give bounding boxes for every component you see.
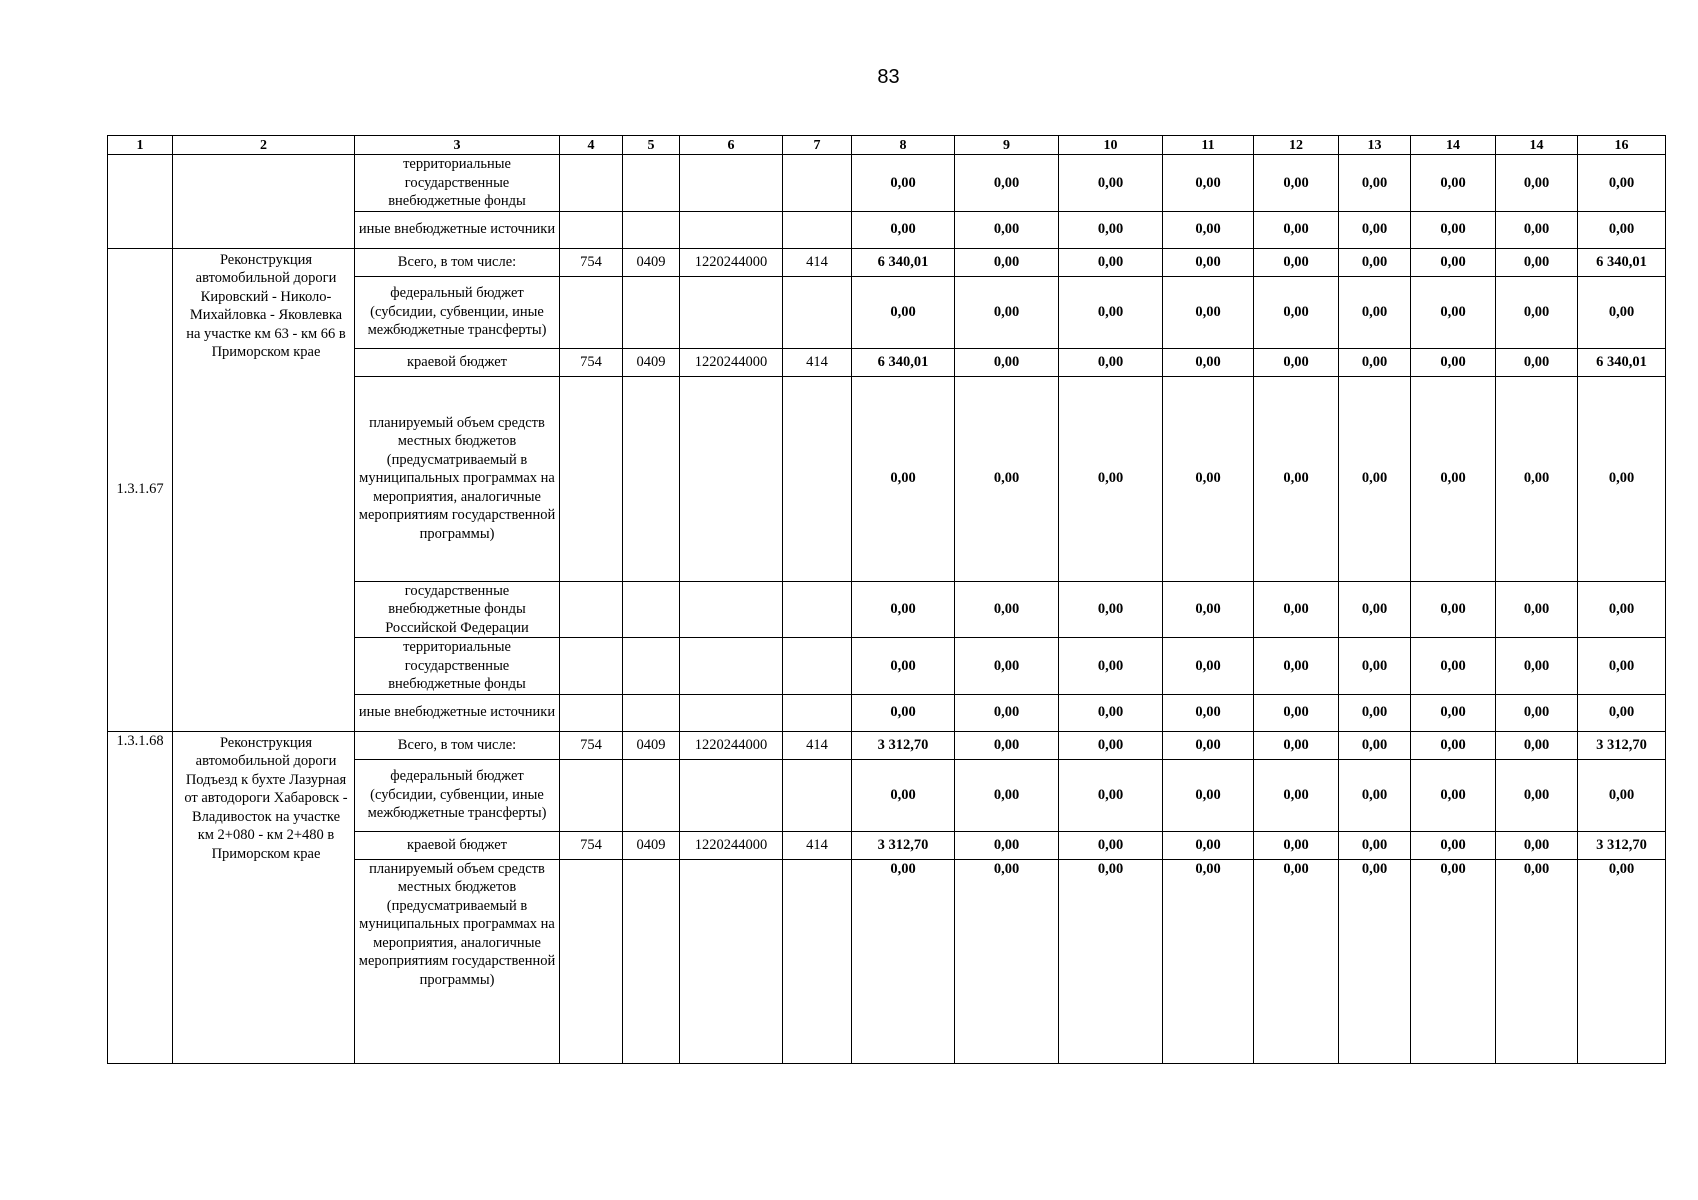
amount-value: 0,00 [1254,248,1339,276]
budget-code-c4: 754 [560,731,623,759]
amount-value: 0,00 [1254,276,1339,348]
amount-value: 0,00 [1411,276,1496,348]
column-number: 4 [560,136,623,155]
amount-value: 0,00 [1411,759,1496,831]
amount-value: 0,00 [1254,638,1339,695]
budget-code-c7 [783,694,852,731]
budget-code-c4 [560,155,623,212]
budget-code-c6: 1220244000 [680,248,783,276]
amount-value: 0,00 [1496,731,1578,759]
amount-value: 0,00 [1411,581,1496,638]
column-number: 3 [355,136,560,155]
amount-value: 0,00 [1339,859,1411,1063]
amount-value: 0,00 [955,211,1059,248]
amount-value: 0,00 [955,859,1059,1063]
budget-code-c5: 0409 [623,731,680,759]
budget-code-c6 [680,581,783,638]
amount-value: 0,00 [1163,731,1254,759]
amount-value: 0,00 [1254,211,1339,248]
amount-value: 0,00 [852,155,955,212]
budget-code-c7: 414 [783,348,852,376]
item-number-cell [108,155,173,249]
amount-value: 0,00 [1059,759,1163,831]
amount-value: 0,00 [1059,276,1163,348]
amount-value: 0,00 [1496,248,1578,276]
amount-value: 0,00 [1339,694,1411,731]
amount-value: 0,00 [1339,348,1411,376]
amount-value: 0,00 [1059,348,1163,376]
amount-value: 0,00 [1339,248,1411,276]
amount-value: 6 340,01 [852,248,955,276]
amount-value: 0,00 [1163,759,1254,831]
amount-value: 0,00 [852,859,955,1063]
amount-value: 0,00 [1578,376,1666,581]
amount-value: 0,00 [1254,759,1339,831]
amount-value: 0,00 [1411,155,1496,212]
amount-value: 0,00 [1339,211,1411,248]
amount-value: 0,00 [1578,276,1666,348]
amount-value: 0,00 [1496,759,1578,831]
funding-source: Всего, в том числе: [355,248,560,276]
budget-code-c7 [783,276,852,348]
amount-value: 0,00 [1254,731,1339,759]
amount-value: 3 312,70 [1578,731,1666,759]
amount-value: 0,00 [1339,831,1411,859]
amount-value: 0,00 [1254,694,1339,731]
column-number: 10 [1059,136,1163,155]
budget-code-c6 [680,638,783,695]
funding-source: иные внебюджетные источники [355,694,560,731]
budget-code-c6 [680,859,783,1063]
budget-code-c5: 0409 [623,831,680,859]
amount-value: 0,00 [1163,348,1254,376]
amount-value: 0,00 [1496,581,1578,638]
column-number: 6 [680,136,783,155]
amount-value: 0,00 [1254,831,1339,859]
budget-code-c7: 414 [783,731,852,759]
funding-source: территориальные государственные внебюджетные фонды [355,638,560,695]
budget-code-c5 [623,638,680,695]
amount-value: 0,00 [1163,859,1254,1063]
budget-code-c5 [623,276,680,348]
amount-value: 0,00 [955,348,1059,376]
amount-value: 0,00 [1163,638,1254,695]
column-number: 13 [1339,136,1411,155]
amount-value: 0,00 [955,155,1059,212]
budget-code-c5: 0409 [623,248,680,276]
amount-value: 0,00 [1578,694,1666,731]
funding-source: государственные внебюджетные фонды Российской Федерации [355,581,560,638]
amount-value: 0,00 [1496,276,1578,348]
amount-value: 0,00 [1059,581,1163,638]
amount-value: 0,00 [955,248,1059,276]
budget-code-c4: 754 [560,248,623,276]
budget-code-c6 [680,694,783,731]
amount-value: 0,00 [955,276,1059,348]
column-number: 9 [955,136,1059,155]
amount-value: 0,00 [852,638,955,695]
funding-source: иные внебюджетные источники [355,211,560,248]
budget-code-c7 [783,638,852,695]
amount-value: 0,00 [1059,248,1163,276]
amount-value: 0,00 [1496,211,1578,248]
amount-value: 6 340,01 [1578,248,1666,276]
amount-value: 0,00 [1163,831,1254,859]
budget-code-c6 [680,759,783,831]
amount-value: 0,00 [852,581,955,638]
column-number: 14 [1496,136,1578,155]
budget-code-c7: 414 [783,831,852,859]
amount-value: 0,00 [1339,376,1411,581]
budget-code-c6: 1220244000 [680,348,783,376]
column-number: 12 [1254,136,1339,155]
amount-value: 0,00 [1496,376,1578,581]
amount-value: 0,00 [1496,694,1578,731]
budget-code-c7 [783,759,852,831]
budget-code-c7 [783,376,852,581]
amount-value: 0,00 [1163,581,1254,638]
amount-value: 0,00 [1339,731,1411,759]
budget-code-c5 [623,859,680,1063]
amount-value: 0,00 [1059,859,1163,1063]
funding-source: краевой бюджет [355,831,560,859]
amount-value: 0,00 [1578,859,1666,1063]
funding-source: планируемый объем средств местных бюджетов (предусматриваемый в муниципальных программах на мероприятия, аналогичные мероприятиям государственной программы) [355,859,560,1063]
amount-value: 0,00 [1163,211,1254,248]
amount-value: 0,00 [955,376,1059,581]
column-number: 2 [173,136,355,155]
table-body [108,136,1666,1064]
funding-source: краевой бюджет [355,348,560,376]
amount-value: 0,00 [1059,376,1163,581]
page-number: 83 [877,66,900,88]
amount-value: 0,00 [1411,694,1496,731]
budget-code-c5: 0409 [623,348,680,376]
budget-code-c5 [623,376,680,581]
amount-value: 0,00 [1411,376,1496,581]
amount-value: 0,00 [1411,211,1496,248]
amount-value: 0,00 [955,831,1059,859]
amount-value: 0,00 [1163,376,1254,581]
budget-code-c5 [623,759,680,831]
amount-value: 0,00 [1339,759,1411,831]
budget-code-c4: 754 [560,831,623,859]
budget-code-c6 [680,211,783,248]
budget-code-c5 [623,155,680,212]
amount-value: 0,00 [1339,581,1411,638]
amount-value: 0,00 [1163,248,1254,276]
budget-code-c4 [560,376,623,581]
column-number: 11 [1163,136,1254,155]
amount-value: 0,00 [852,211,955,248]
item-number: 1.3.1.67 [108,248,173,731]
amount-value: 0,00 [1578,211,1666,248]
amount-value: 0,00 [1163,276,1254,348]
amount-value: 3 312,70 [852,831,955,859]
budget-code-c7: 414 [783,248,852,276]
funding-source: территориальные государственные внебюджетные фонды [355,155,560,212]
amount-value: 0,00 [1059,638,1163,695]
amount-value: 0,00 [955,694,1059,731]
amount-value: 0,00 [955,581,1059,638]
column-number: 14 [1411,136,1496,155]
column-number-row [108,136,1666,155]
budget-code-c5 [623,211,680,248]
amount-value: 0,00 [1254,859,1339,1063]
amount-value: 0,00 [1163,155,1254,212]
amount-value: 0,00 [1059,694,1163,731]
amount-value: 0,00 [955,638,1059,695]
amount-value: 0,00 [1496,348,1578,376]
column-number: 8 [852,136,955,155]
budget-code-c6 [680,376,783,581]
budget-table [107,135,1666,1064]
budget-code-c7 [783,581,852,638]
amount-value: 3 312,70 [852,731,955,759]
amount-value: 0,00 [1339,155,1411,212]
budget-code-c5 [623,694,680,731]
budget-code-c4 [560,638,623,695]
amount-value: 0,00 [1059,211,1163,248]
item-number: 1.3.1.68 [108,731,173,1063]
amount-value: 0,00 [1411,831,1496,859]
amount-value: 0,00 [1411,859,1496,1063]
amount-value: 0,00 [1254,581,1339,638]
amount-value: 0,00 [1411,248,1496,276]
amount-value: 0,00 [852,759,955,831]
budget-code-c6 [680,155,783,212]
budget-code-c4 [560,276,623,348]
budget-code-c4 [560,759,623,831]
amount-value: 0,00 [1411,731,1496,759]
amount-value: 3 312,70 [1578,831,1666,859]
amount-value: 0,00 [1578,638,1666,695]
amount-value: 0,00 [852,276,955,348]
amount-value: 0,00 [1254,348,1339,376]
column-number: 7 [783,136,852,155]
column-number: 5 [623,136,680,155]
amount-value: 0,00 [1496,638,1578,695]
funding-source: федеральный бюджет (субсидии, субвенции, иные межбюджетные трансферты) [355,276,560,348]
amount-value: 0,00 [1059,731,1163,759]
budget-code-c6: 1220244000 [680,731,783,759]
budget-code-c4 [560,581,623,638]
column-number: 1 [108,136,173,155]
amount-value: 0,00 [1339,638,1411,695]
object-name: Реконструкция автомобильной дороги Подъезд к бухте Лазурная от автодороги Хабаровск - Владивосток на участке км 2+080 - км 2+480 в Приморском крае [173,731,355,1063]
budget-code-c4 [560,694,623,731]
amount-value: 0,00 [852,694,955,731]
object-name-cell [173,155,355,249]
budget-code-c7 [783,211,852,248]
amount-value: 0,00 [1059,831,1163,859]
column-number: 16 [1578,136,1666,155]
budget-code-c5 [623,581,680,638]
amount-value: 0,00 [1411,638,1496,695]
budget-code-c6 [680,276,783,348]
amount-value: 0,00 [1496,155,1578,212]
funding-source: планируемый объем средств местных бюджетов (предусматриваемый в муниципальных программах на мероприятия, аналогичные мероприятиям государственной программы) [355,376,560,581]
amount-value: 0,00 [1578,759,1666,831]
amount-value: 0,00 [1339,276,1411,348]
budget-code-c7 [783,859,852,1063]
amount-value: 0,00 [1496,831,1578,859]
object-name: Реконструкция автомобильной дороги Кировский - Николо-Михайловка - Яковлевка на участке км 63 - км 66 в Приморском крае [173,248,355,731]
amount-value: 6 340,01 [852,348,955,376]
table-row [108,731,1666,759]
funding-source: Всего, в том числе: [355,731,560,759]
amount-value: 0,00 [1496,859,1578,1063]
amount-value: 6 340,01 [1578,348,1666,376]
amount-value: 0,00 [1411,348,1496,376]
amount-value: 0,00 [1254,376,1339,581]
budget-code-c4 [560,859,623,1063]
amount-value: 0,00 [955,731,1059,759]
funding-source: федеральный бюджет (субсидии, субвенции, иные межбюджетные трансферты) [355,759,560,831]
table-row [108,248,1666,276]
amount-value: 0,00 [1059,155,1163,212]
amount-value: 0,00 [852,376,955,581]
amount-value: 0,00 [955,759,1059,831]
table-row [108,155,1666,212]
budget-code-c6: 1220244000 [680,831,783,859]
amount-value: 0,00 [1254,155,1339,212]
amount-value: 0,00 [1163,694,1254,731]
budget-code-c4 [560,211,623,248]
budget-code-c4: 754 [560,348,623,376]
amount-value: 0,00 [1578,155,1666,212]
amount-value: 0,00 [1578,581,1666,638]
budget-code-c7 [783,155,852,212]
